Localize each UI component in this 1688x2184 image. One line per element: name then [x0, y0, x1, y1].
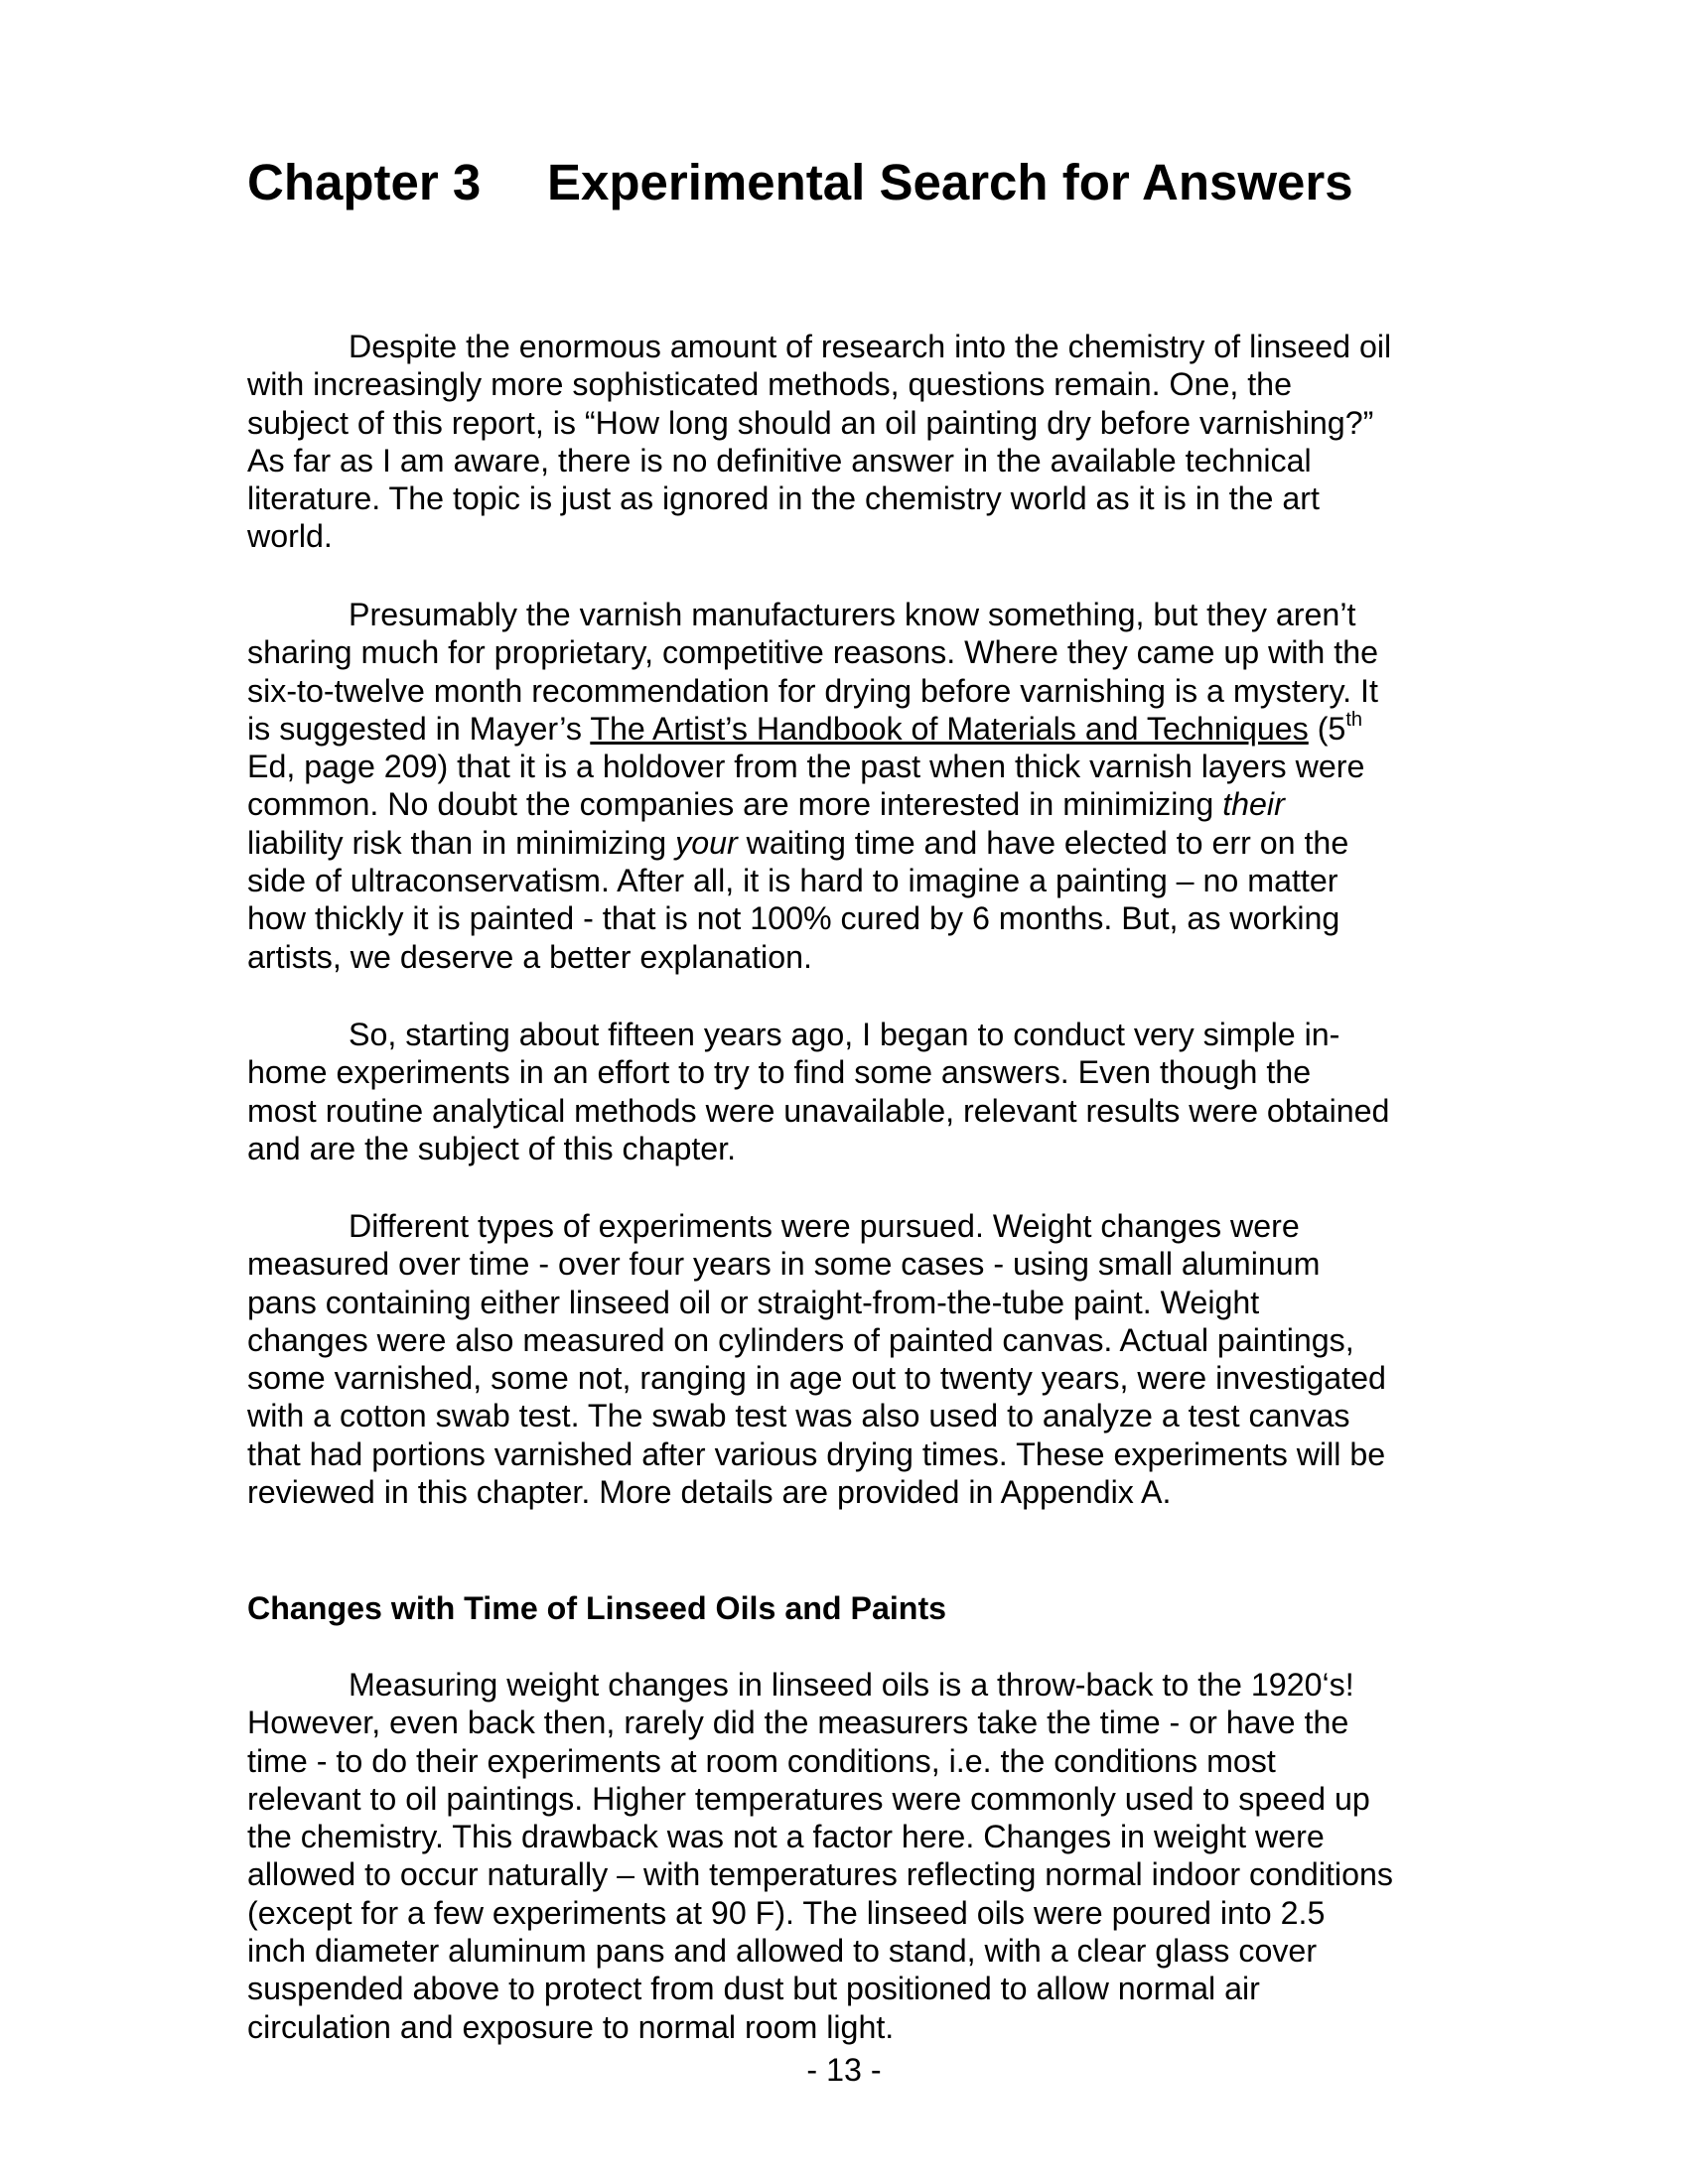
text-line: changes were also measured on cylinders of painted canvas. Actual paintings,	[247, 1321, 1354, 1358]
text-line: home experiments in an effort to try to find some answers. Even though the	[247, 1054, 1312, 1091]
text-line: pans containing either linseed oil or straight-from-the-tube paint. Weight	[247, 1284, 1260, 1320]
text-line: reviewed in this chapter. More details are provided in Appendix A.	[247, 1474, 1172, 1511]
text-line: most routine analytical methods were unavailable, relevant results were obtained	[247, 1092, 1390, 1129]
paragraph-experiment-types	[247, 1207, 1454, 1511]
text-line: allowed to occur naturally – with temperatures reflecting normal indoor conditions	[247, 1856, 1393, 1893]
text-line: some varnished, some not, ranging in age out to twenty years, were investigated	[247, 1360, 1386, 1397]
text-line: time - to do their experiments at room conditions, i.e. the conditions most	[247, 1742, 1276, 1779]
text-line: suspended above to protect from dust but positioned to allow normal air	[247, 1971, 1260, 2007]
text-line: circulation and exposure to normal room light.	[247, 2008, 895, 2045]
section-heading: Changes with Time of Linseed Oils and Paints	[247, 1590, 947, 1626]
text-fragment: is suggested in Mayer’s	[247, 710, 591, 747]
text-line: So, starting about fifteen years ago, I began to conduct very simple in-	[349, 1017, 1340, 1052]
text-line: As far as I am aware, there is no definitive answer in the available technical	[247, 442, 1312, 478]
text-fragment: waiting time and have elected to err on the	[737, 824, 1349, 861]
paragraph-intro	[247, 328, 1454, 556]
text-fragment: (5	[1308, 710, 1346, 747]
paragraph-varnish-manufacturers	[247, 596, 1454, 976]
text-line	[247, 785, 1454, 823]
text-line: Ed, page 209) that it is a holdover from the past when thick varnish layers were	[247, 749, 1365, 785]
chapter-number: Chapter 3	[247, 154, 482, 210]
text-line: measured over time - over four years in some cases - using small aluminum	[247, 1246, 1321, 1283]
chapter-title	[247, 153, 1353, 212]
text-line: side of ultraconservatism. After all, it is hard to imagine a painting – no matter	[247, 863, 1338, 899]
text-line: However, even back then, rarely did the measurers take the time - or have the	[247, 1705, 1349, 1741]
text-line: Measuring weight changes in linseed oils is a throw-back to the 1920‘s!	[349, 1667, 1354, 1703]
paragraph-weight-changes	[247, 1666, 1454, 2046]
text-line: (except for a few experiments at 90 F). The linseed oils were poured into 2.5	[247, 1894, 1326, 1931]
text-line: subject of this report, is “How long should an oil painting dry before varnishing?”	[247, 404, 1374, 441]
text-line: sharing much for proprietary, competitive reasons. Where they came up with the	[247, 634, 1378, 671]
text-line: how thickly it is painted - that is not 100% cured by 6 months. But, as working	[247, 900, 1340, 937]
text-line: literature. The topic is just as ignored in the chemistry world as it is in the art	[247, 480, 1320, 517]
text-line: with a cotton swab test. The swab test was also used to analyze a test canvas	[247, 1398, 1350, 1434]
text-line: inch diameter aluminum pans and allowed to stand, with a clear glass cover	[247, 1933, 1318, 1970]
text-line: relevant to oil paintings. Higher temperatures were commonly used to speed up	[247, 1780, 1370, 1817]
text-line: with increasingly more sophisticated methods, questions remain. One, the	[247, 366, 1292, 403]
text-line: that had portions varnished after various drying times. These experiments will be	[247, 1435, 1386, 1472]
emphasis-your: your	[675, 824, 738, 861]
text-line: and are the subject of this chapter.	[247, 1130, 737, 1166]
text-line: artists, we deserve a better explanation.	[247, 938, 812, 975]
text-fragment: liability risk than in minimizing	[247, 824, 676, 861]
text-line: Despite the enormous amount of research into the chemistry of linseed oil	[349, 329, 1392, 364]
book-title: The Artist’s Handbook of Materials and Techniques	[590, 710, 1309, 747]
page-number: - 13 -	[806, 2052, 882, 2088]
chapter-title-text: Experimental Search for Answers	[547, 154, 1353, 210]
text-line: world.	[247, 518, 333, 555]
text-fragment: common. No doubt the companies are more interested in minimizing	[247, 786, 1223, 823]
text-line: six-to-twelve month recommendation for drying before varnishing is a mystery. It	[247, 672, 1378, 709]
text-line	[247, 710, 1454, 748]
edition-superscript: th	[1345, 708, 1363, 731]
paragraph-home-experiments	[247, 1016, 1454, 1167]
text-line: Presumably the varnish manufacturers know something, but they aren’t	[349, 597, 1356, 632]
text-line	[247, 824, 1454, 862]
emphasis-their: their	[1222, 786, 1285, 823]
text-line: the chemistry. This drawback was not a factor here. Changes in weight were	[247, 1819, 1325, 1855]
text-line: Different types of experiments were pursued. Weight changes were	[349, 1208, 1300, 1244]
